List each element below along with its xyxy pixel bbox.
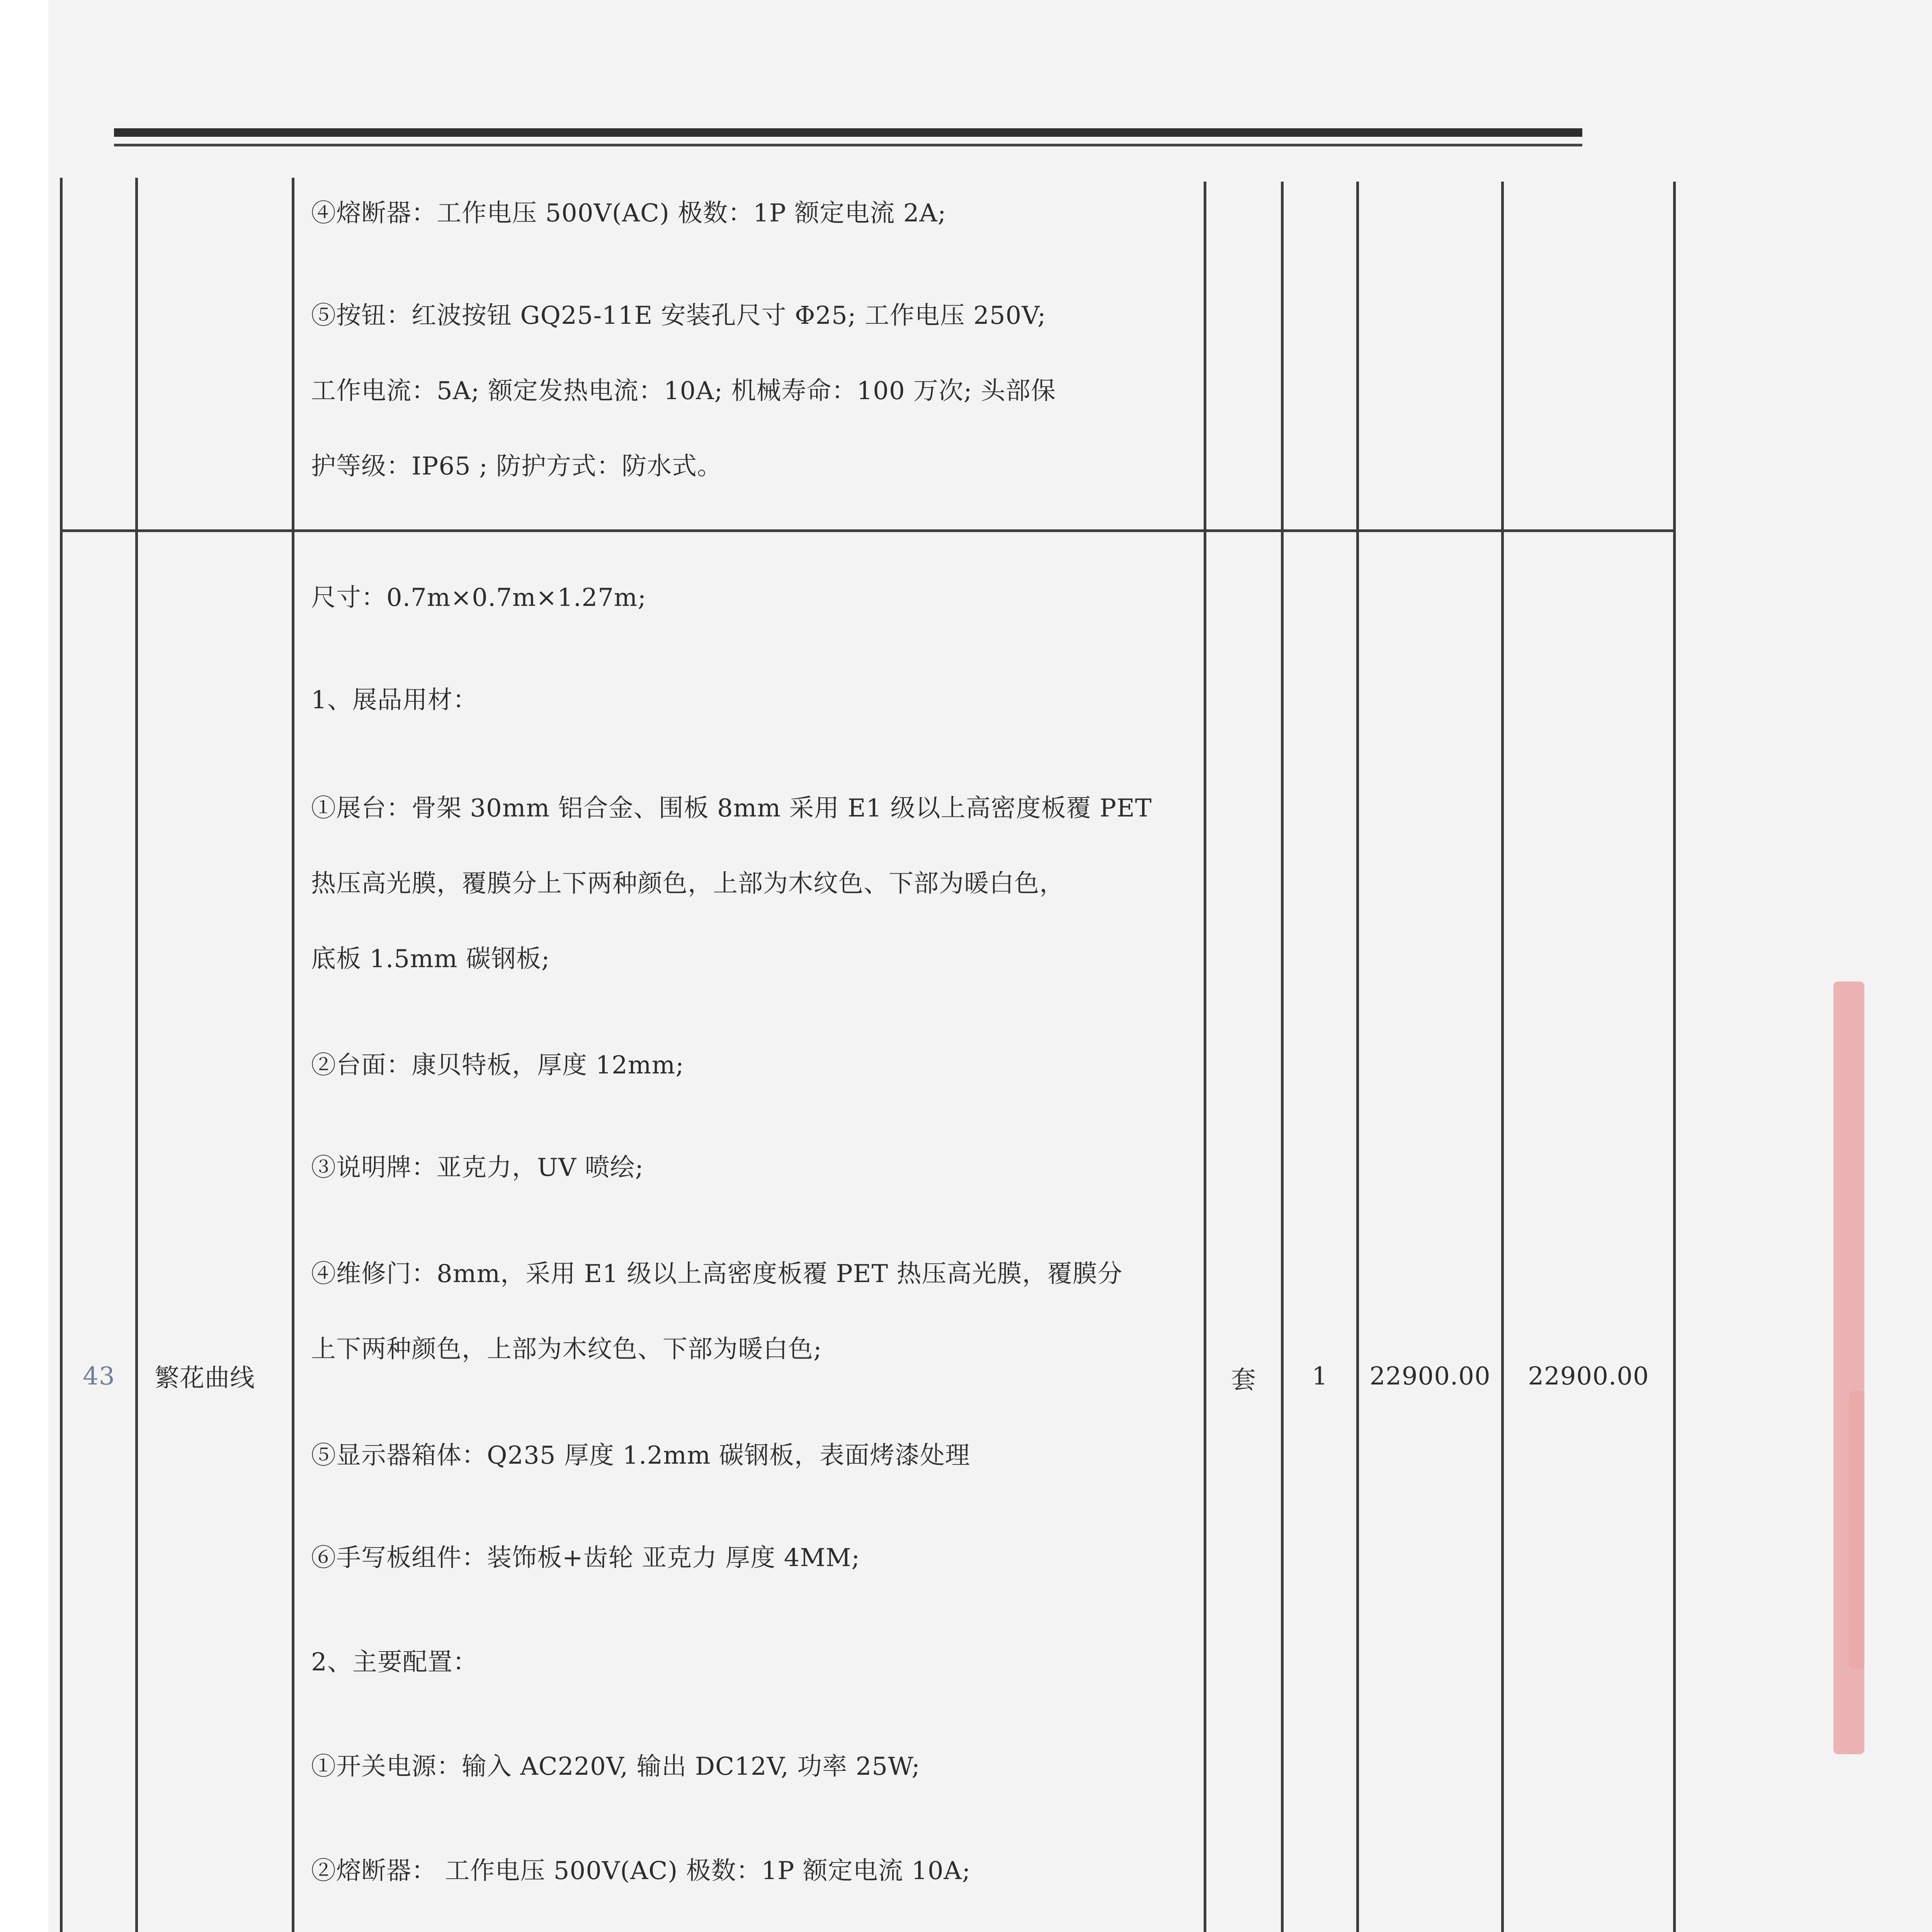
spec-line: ④维修门：8mm，采用 E1 级以上高密度板覆 PET 热压高光膜，覆膜分 [311, 1260, 1123, 1288]
spec-line: 尺寸：0.7m×0.7m×1.27m; [311, 583, 646, 612]
spec-line: 工作电流：5A; 额定发热电流：10A; 机械寿命：100 万次; 头部保 [311, 377, 1056, 405]
item-unit-price: 22900.00 [1369, 1362, 1491, 1391]
spec-line: 护等级：IP65 ; 防护方式：防水式。 [311, 452, 723, 481]
spec-line: 上下两种颜色，上部为木纹色、下部为暖白色; [311, 1335, 822, 1364]
col-border [60, 178, 63, 1932]
spec-line: 2、主要配置： [311, 1648, 478, 1677]
item-qty: 1 [1312, 1362, 1328, 1391]
spec-line: 热压高光膜，覆膜分上下两种颜色，上部为木纹色、下部为暖白色， [311, 869, 1065, 898]
spec-line: 底板 1.5mm 碳钢板; [311, 945, 550, 973]
header-rule-thick [114, 128, 1582, 137]
col-border [1356, 182, 1359, 1932]
col-border [292, 178, 294, 1932]
spec-line: ④熔断器：工作电压 500V(AC) 极数：1P 额定电流 2A; [311, 199, 947, 228]
spec-line: ②熔断器： 工作电压 500V(AC) 极数：1P 额定电流 10A; [311, 1857, 971, 1885]
spec-line: ②台面：康贝特板，厚度 12mm; [311, 1051, 684, 1080]
spec-line: ①开关电源：输入 AC220V, 输出 DC12V, 功率 25W; [311, 1752, 920, 1781]
col-border [1673, 182, 1676, 1932]
item-name: 繁花曲线 [155, 1364, 255, 1393]
col-border [1281, 182, 1284, 1932]
red-seal-stamp-lower [1849, 1391, 1864, 1669]
spec-line: ⑤按钮：红波按钮 GQ25-11E 安装孔尺寸 Φ25; 工作电压 250V; [311, 301, 1046, 330]
col-border [1501, 182, 1504, 1932]
item-unit: 套 [1231, 1366, 1256, 1395]
row-border [60, 529, 1676, 532]
col-border [135, 178, 138, 1932]
spec-line: 1、展品用材： [311, 686, 478, 714]
spec-line: ⑥手写板组件：装饰板+齿轮 亚克力 厚度 4MM; [311, 1544, 860, 1572]
spec-line: ③说明牌：亚克力，UV 喷绘; [311, 1153, 644, 1182]
item-total: 22900.00 [1528, 1362, 1649, 1391]
spec-line: ①展台：骨架 30mm 铝合金、围板 8mm 采用 E1 级以上高密度板覆 PET [311, 794, 1152, 823]
item-seq: 43 [83, 1362, 115, 1391]
spec-line: ⑤显示器箱体：Q235 厚度 1.2mm 碳钢板，表面烤漆处理 [311, 1441, 970, 1470]
header-rule-thin [114, 144, 1582, 146]
col-border [1204, 182, 1206, 1932]
